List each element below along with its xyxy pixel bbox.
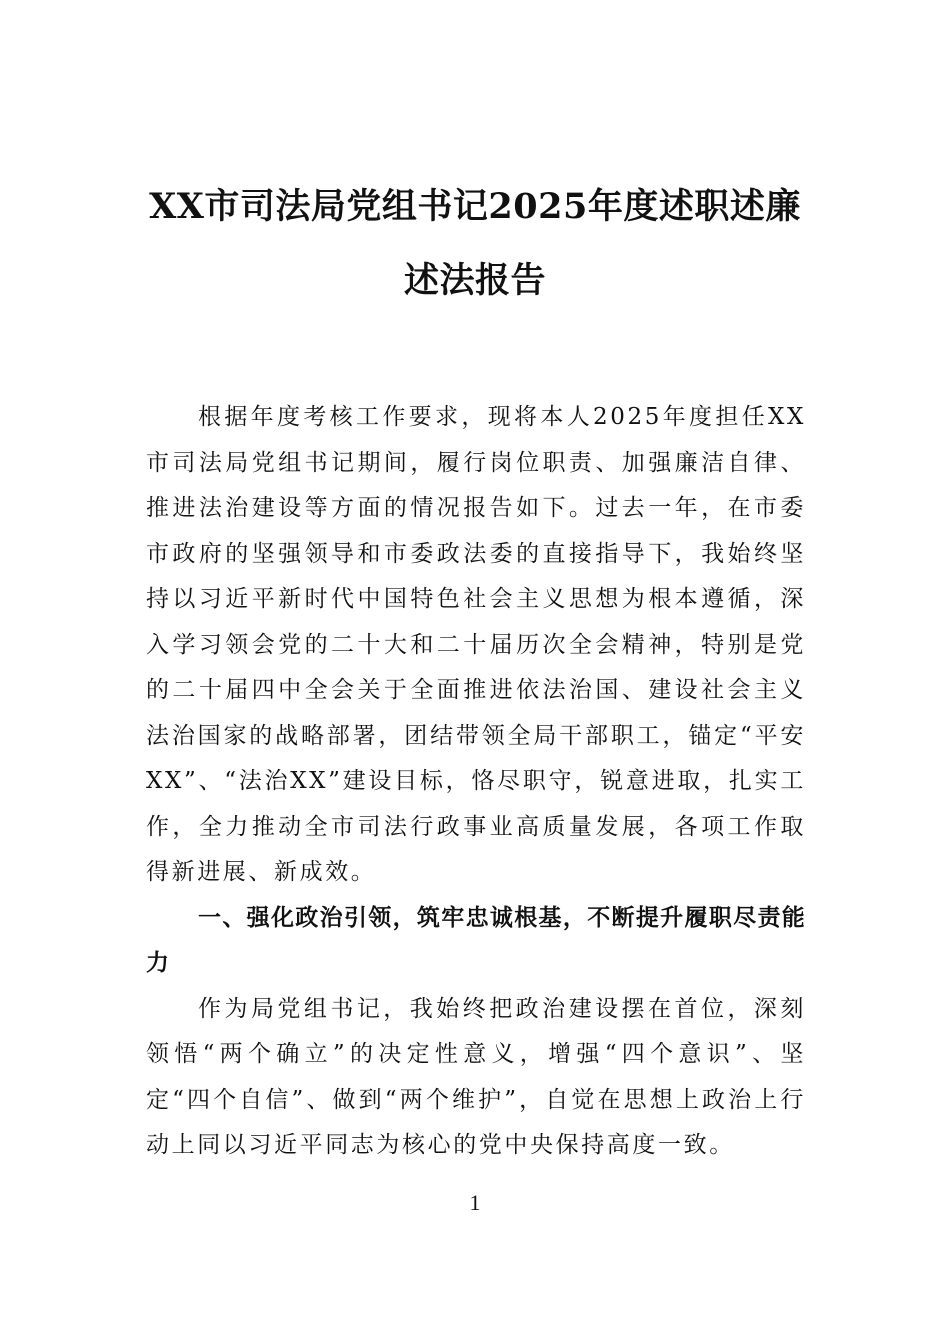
- section-heading-1: 一、强化政治引领，筑牢忠诚根基，不断提升履职尽责能力: [146, 904, 806, 976]
- intro-paragraph: 根据年度考核工作要求，现将本人2025年度担任XX市司法局党组书记期间，履行岗位职责、加强廉洁自律、推进法治建设等方面的情况报告如下。过去一年，在市委市政府的坚强领导和市委政法委的直接指导下，我始终坚持以习近平新时代中国特色社会主义思想为根本遵循，深入学习领会党的二十大和二十届历次全会精神，特别是党的二十届四中全会关于全面推进依法治国、建设社会主义法治国家的战略部署，团结带领全局干部职工，锚定“平安XX”、“法治XX”建设目标，恪尽职守，锐意进取，扎实工作，全力推动全市司法行政事业高质量发展，各项工作取得新进展、新成效。: [146, 404, 806, 885]
- document-body: [146, 395, 806, 1169]
- title-line-1: XX市司法局党组书记2025年度述职述廉: [149, 186, 801, 227]
- document-title: [140, 170, 810, 318]
- title-line-2: 述法报告: [403, 260, 546, 301]
- section-1-paragraph: 作为局党组书记，我始终把政治建设摆在首位，深刻领悟“两个确立”的决定性意义，增强“四个意识”、坚定“四个自信”、做到“两个维护”，自觉在思想上政治上行动上同以习近平同志为核心的党中央保持高度一致。: [146, 995, 806, 1158]
- page-number: 1: [469, 1190, 481, 1215]
